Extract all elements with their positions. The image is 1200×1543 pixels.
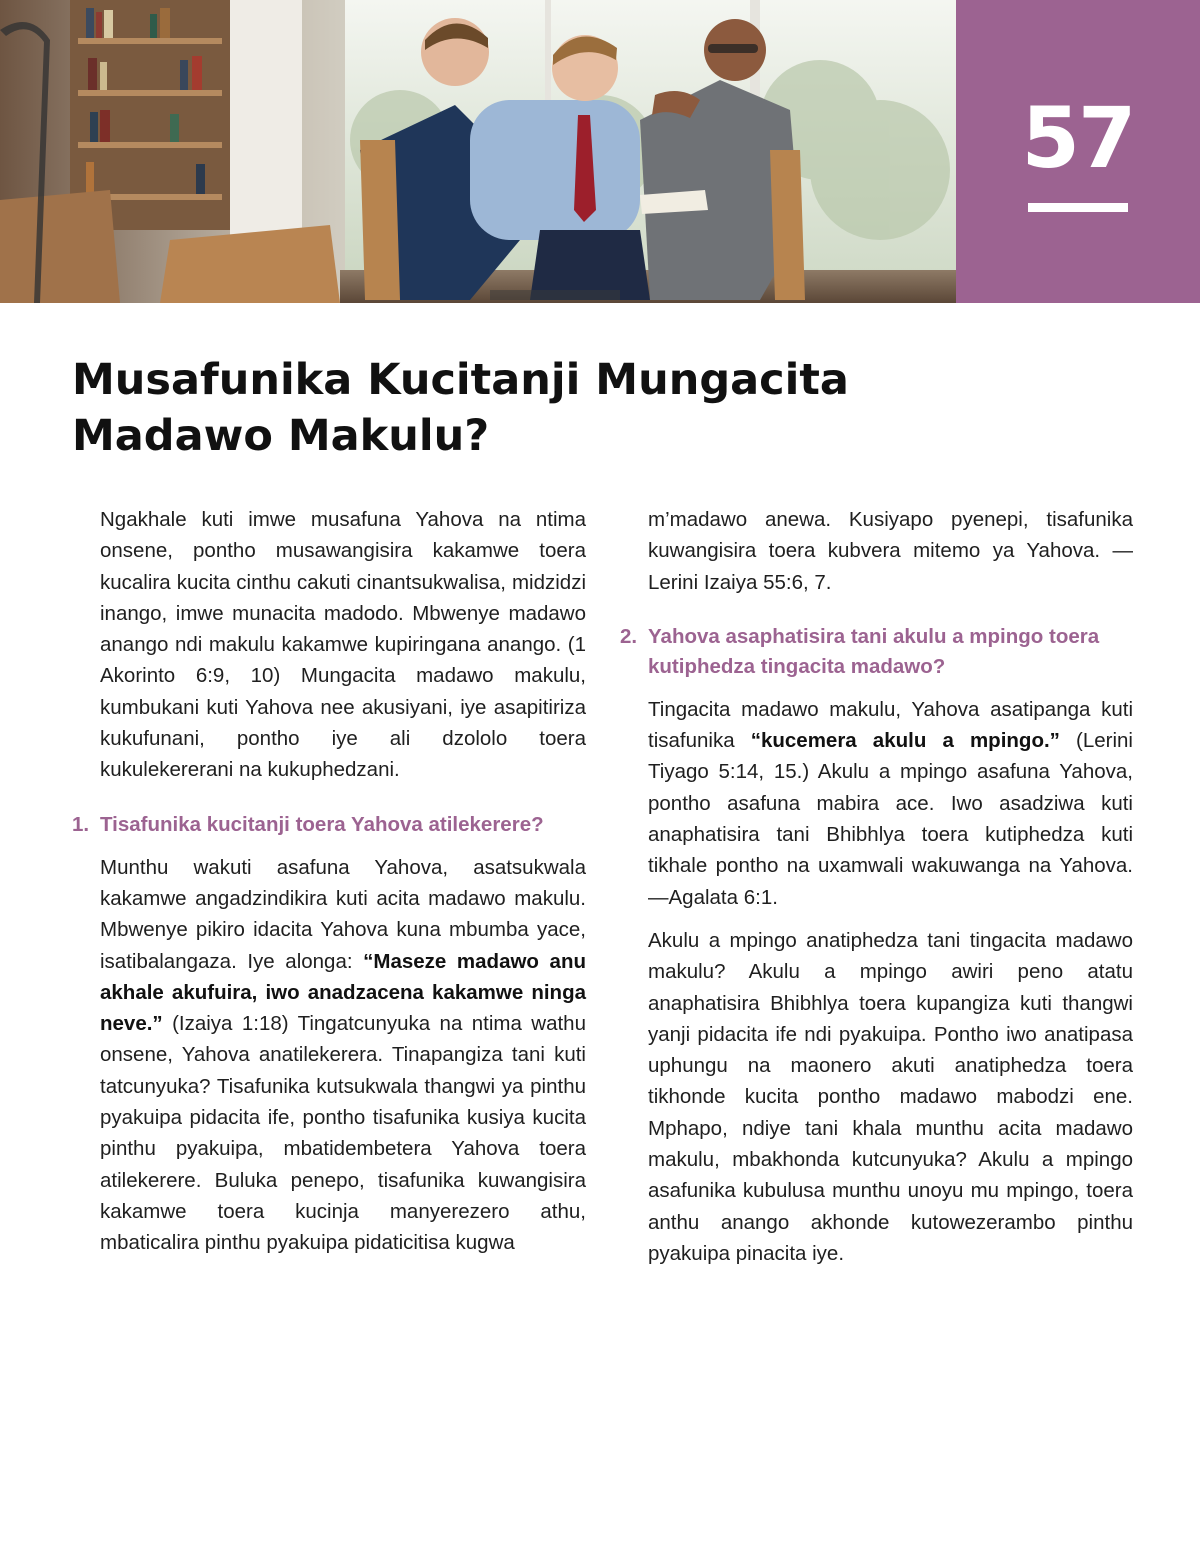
question-1-heading <box>72 810 586 840</box>
question-2-paragraph-1-text-b: (Lerini Tiyago 5:14, 15.) Akulu a mpingo asafuna Yahova, pontho asafuna mabira ace. Iwo asadziwa kuti anaphatisira tani Bhibhlya toera kutiphedza kuti tikhale pontho na uxamwali wakuwanga na Yahova.—Agalata 6:1. <box>648 729 1133 909</box>
question-1-paragraph-continued: m’madawo anewa. Kusiyapo pyenepi, tisafunika kuwangisira toera kubvera mitemo ya Yahova. —Lerini Izaiya 55:6, 7. <box>648 508 1133 594</box>
question-1-paragraph <box>72 852 586 1259</box>
isaiah-quote: “Maseze madawo anu akhale akufuira, iwo anadzacena kakamwe ninga neve.” <box>100 949 586 1036</box>
question-1-text: Tisafunika kucitanji toera Yahova atilekerere? <box>100 812 544 836</box>
lesson-number-underline <box>1028 203 1128 212</box>
intro-paragraph: Ngakhale kuti imwe musafuna Yahova na ntima onsene, pontho musawangisira kakamwe toera kucalira kucita cinthu cakuti cinantsukwalisa, midzidzi inango, imwe munacita madodo. Mbwenye madawo anango ndi makulu kakamwe kupiringana anango. (1 Akorinto 6:9, 10) Mungacita madawo makulu, kumbukani kuti Yahova nee akusiyani, iye asapitiriza kukufunani, pontho iye ali dzololo toera kukulekererani na kukuphedzani. <box>100 508 586 782</box>
question-2-paragraph-1 <box>620 694 1133 913</box>
question-2-text: Yahova asaphatisira tani akulu a mpingo toera kutiphedza tingacita madawo? <box>648 624 1100 678</box>
question-2-paragraph-1-text-a: Tingacita madawo makulu, Yahova asatipanga kuti tisafunika <box>648 697 1133 753</box>
question-1-number: 1. <box>72 812 90 836</box>
question-1-paragraph-text-b: (Izaiya 1:18) Tingatcunyuka na ntima wathu onsene, Yahova anatilekerera. Tinapangiza tani kuti tatcunyuka? Tisafunika kutsukwala thangwi ya pinthu pyakuipa pidacita ife, pontho tisafunika kusiya kucita pinthu pyakuipa, mbatidembetera Yahova toera atilekerere. Buluka penepo, tisafunika kuwangisira kakamwe toera kucinja manyerezero athu, mbaticalira pinthu pyakuipa pidaticitisa kugwa <box>100 1012 586 1255</box>
question-2-number: 2. <box>620 624 638 648</box>
hero-photo <box>0 0 956 303</box>
lesson-number-panel <box>956 0 1200 303</box>
lesson-number: 57 <box>1021 89 1135 187</box>
question-1-paragraph-text-a: Munthu wakuti asafuna Yahova, asatsukwala kakamwe angadzindikira kuti acita madawo makulu. Mbwenye pikiro idacita Yahova kuna mbumba yace, isatibalangaza. Iye alonga: <box>100 855 586 973</box>
james-quote: “kucemera akulu a mpingo.” <box>750 729 1060 753</box>
right-column <box>620 504 1133 1281</box>
page-title: Musafunika Kucitanji Mungacita Madawo Makulu? <box>72 355 849 461</box>
left-column <box>72 504 586 1271</box>
three-men-bible-study-photo <box>0 0 956 303</box>
question-2-paragraph-2: Akulu a mpingo anatiphedza tani tingacita madawo makulu? Akulu a mpingo awiri peno atatu anaphatisira Bhibhlya toera kupangiza kuti thangwi yanji pidacita ife ndi pyakuipa. Pontho iwo anatipasa uphungu na maonero akuti anatiphedza toera tikhonde kucita pontho madawo mabodzi ene. Mphapo, ndiye tani khala munthu acita madawo makulu, mbakhonda kutcunyuka? Akulu a mpingo asafunika kubulusa munthu unoyu mu mpingo, toera anthu anango akhonde kutowezerambo pinthu pyakuipa pinacita iye. <box>648 928 1133 1265</box>
question-2-heading <box>620 622 1133 682</box>
